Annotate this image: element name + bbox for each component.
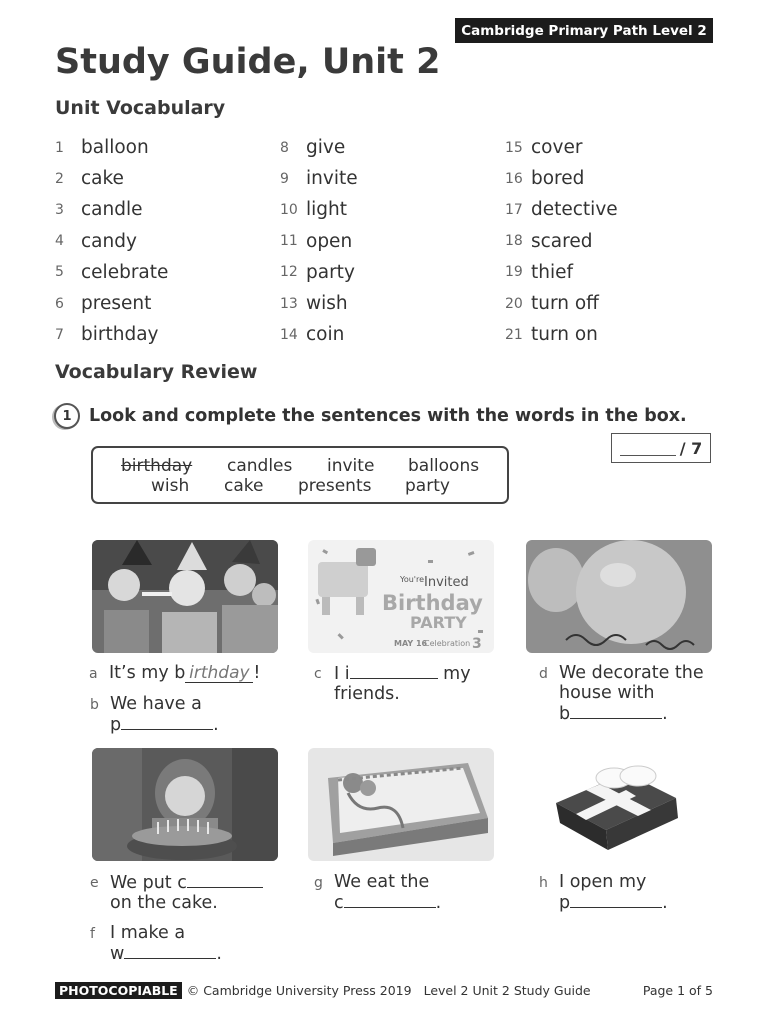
word-candles: candles (227, 456, 293, 476)
score-blank[interactable] (620, 441, 676, 456)
vocab-item: 1 balloon (55, 137, 149, 159)
photocopiable-label: PHOTOCOPIABLE (55, 982, 182, 999)
blank-d[interactable] (570, 703, 662, 719)
exercise-number-badge: 1 (54, 403, 80, 429)
vocab-item: 6 present (55, 293, 152, 315)
vocab-item: 17 detective (505, 199, 618, 221)
page-title: Study Guide, Unit 2 (55, 42, 441, 82)
vocab-item: 9 invite (280, 168, 358, 190)
word-invite: invite (327, 456, 375, 476)
page-number: Page 1 of 5 (642, 982, 713, 998)
vocab-item: 5 celebrate (55, 261, 169, 283)
score-total: / 7 (679, 438, 703, 458)
vocab-item: 10 light (280, 199, 348, 221)
unit-vocabulary-heading: Unit Vocabulary (55, 97, 226, 119)
word-party: party (405, 476, 450, 496)
copyright-text: © Cambridge University Press 2019 (186, 982, 412, 998)
invite-text-birthday: Birthday (382, 591, 483, 615)
vocab-item: 4 candy (55, 230, 137, 252)
question-c: c I i my friends. (314, 664, 471, 704)
question-d: d We decorate the house with b . (539, 663, 704, 724)
guide-label: Level 2 Unit 2 Study Guide (423, 982, 591, 998)
instruction-text: Look and complete the sentences with the words in the box. (89, 406, 687, 426)
vocab-item: 20 turn off (505, 293, 599, 315)
invite-text-time: 3 (472, 636, 482, 652)
photo-balloons (526, 540, 712, 653)
series-badge: Cambridge Primary Path Level 2 (455, 18, 713, 43)
page-footer (55, 981, 713, 999)
vocab-item: 2 cake (55, 168, 124, 190)
vocab-item: 15 cover (505, 137, 583, 159)
exercise-1-instruction (54, 403, 687, 429)
blank-e[interactable] (187, 872, 263, 888)
vocab-item: 18 scared (505, 230, 593, 252)
vocab-item: 12 party (280, 261, 355, 283)
photo-invitation-card (308, 540, 494, 653)
score-box (611, 433, 711, 463)
question-g: g We eat the c . (314, 872, 442, 913)
answer-a[interactable]: irthday (185, 665, 253, 683)
invite-text-youre: You're (400, 575, 425, 584)
vocabulary-review-heading: Vocabulary Review (55, 361, 258, 383)
blank-h[interactable] (570, 892, 662, 908)
vocab-item: 21 turn on (505, 324, 598, 346)
blank-b[interactable] (121, 714, 213, 730)
word-wish: wish (151, 476, 190, 496)
invite-text-invited: Invited (424, 575, 469, 590)
invite-text-party: PARTY (410, 613, 467, 632)
question-a: a It’s my b irthday ! (89, 663, 261, 683)
vocab-item: 19 thief (505, 261, 574, 283)
blank-f[interactable] (124, 943, 216, 959)
vocab-item: 11 open (280, 230, 353, 252)
vocab-item: 8 give (280, 137, 346, 159)
photo-kids-party (92, 540, 278, 653)
question-h: h I open my p . (539, 872, 668, 913)
invite-text-celebration: Celebration (424, 639, 471, 648)
vocab-column-1 (55, 132, 168, 350)
blank-c[interactable] (350, 663, 438, 679)
blank-g[interactable] (344, 892, 436, 908)
vocab-item: 14 coin (280, 324, 345, 346)
word-birthday-used: birthday (121, 456, 193, 476)
question-e: e We put c on the cake. (110, 872, 263, 913)
word-box (91, 446, 509, 504)
vocab-item: 16 bored (505, 168, 585, 190)
vocab-item: 7 birthday (55, 324, 159, 346)
photo-gift-box (526, 748, 712, 861)
vocab-column-2 (280, 132, 358, 350)
invite-text-date: MAY 16 (394, 639, 428, 648)
word-balloons: balloons (408, 456, 480, 476)
question-f: f I make a w . (90, 923, 222, 964)
photo-cake (308, 748, 494, 861)
vocab-column-3 (505, 132, 618, 350)
vocab-item: 13 wish (280, 293, 348, 315)
word-presents: presents (298, 476, 372, 496)
photo-girl-candles (92, 748, 278, 861)
question-b: b We have a p . (90, 694, 219, 735)
word-cake: cake (224, 476, 264, 496)
vocab-item: 3 candle (55, 199, 143, 221)
